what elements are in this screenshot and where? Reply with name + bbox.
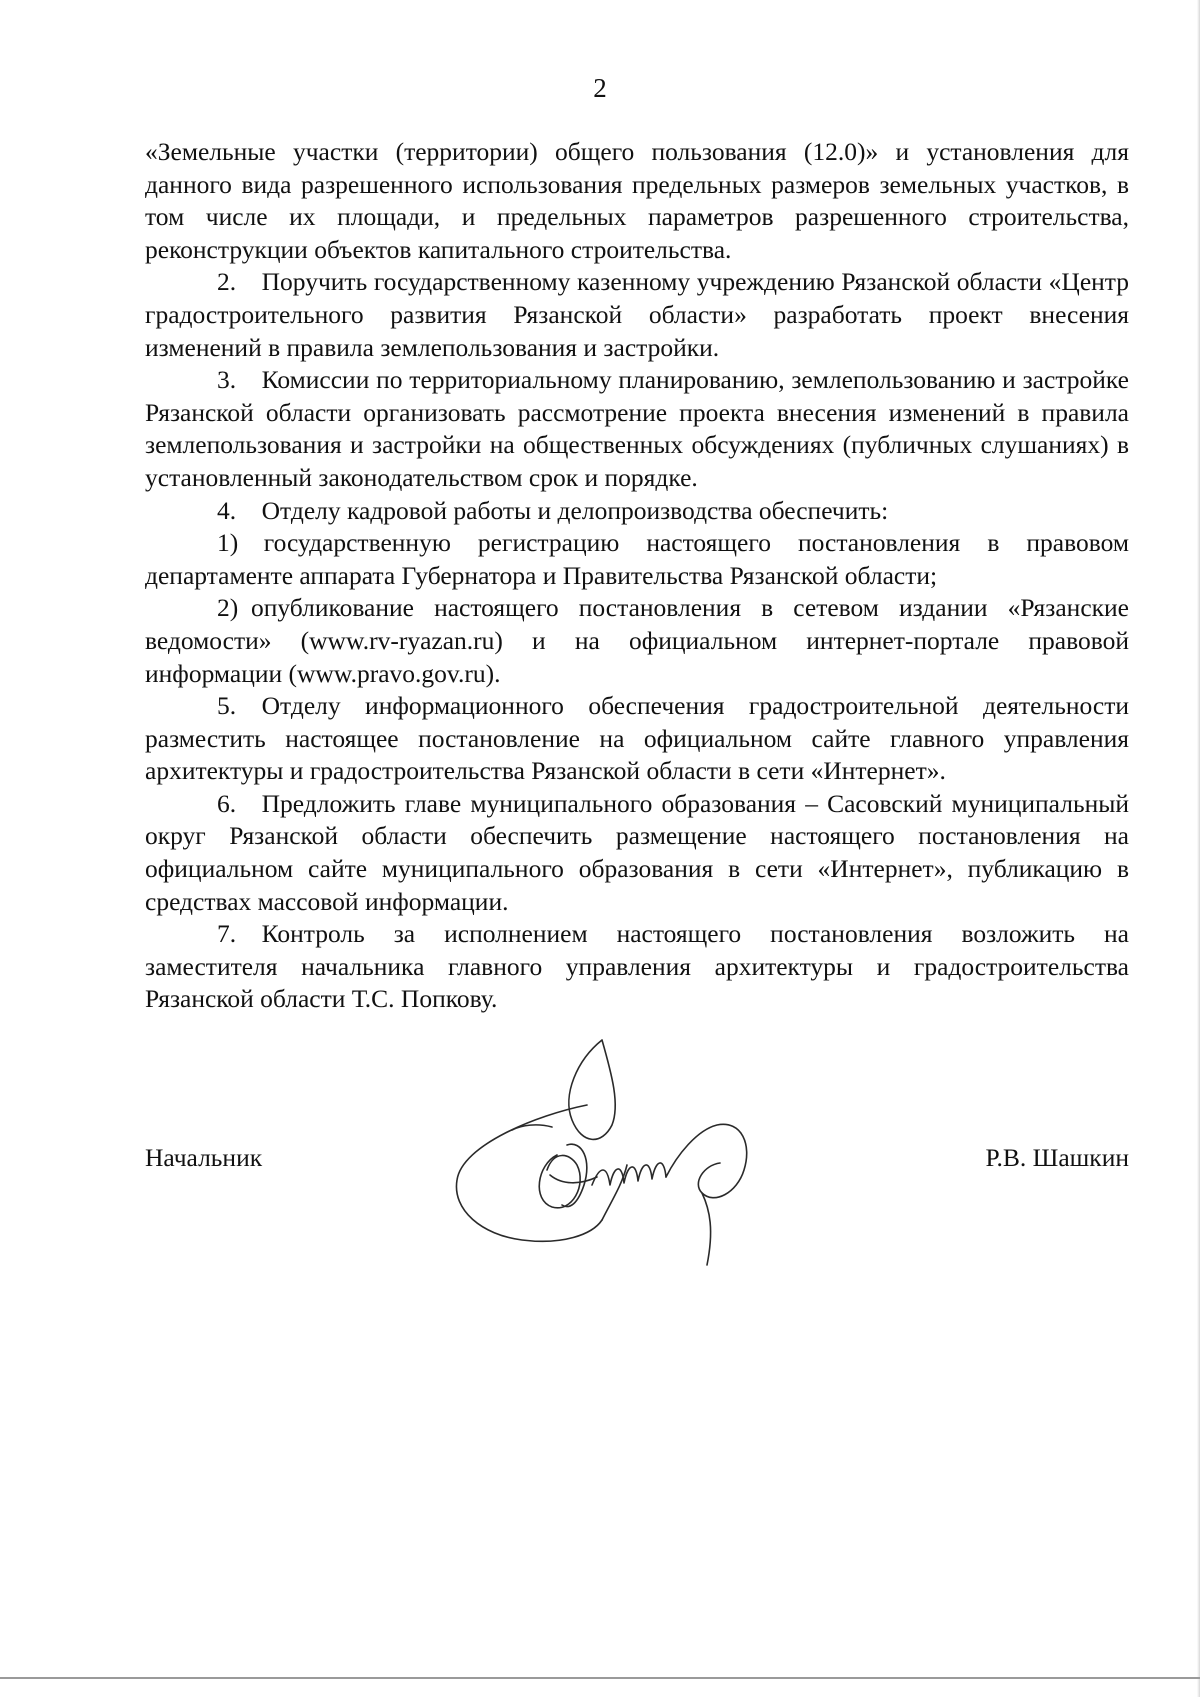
- signatory-position: Начальник: [145, 1143, 263, 1172]
- paragraph-continuation: «Земельные участки (территории) общего пользования (12.0)» и установления для данного вида разрешенного использования предельных размеров земельных участков, в том числе их площади, и предельных параметров разрешенного строительства, реконструкции объектов капитального строительства.: [145, 137, 1129, 264]
- paragraph-item-4: 4. Отделу кадровой работы и делопроизводства обеспечить:: [217, 495, 889, 525]
- paragraph-item-6: 6. Предложить главе муниципального образования – Сасовский муниципальный округ Рязанской области обеспечить размещение настоящего постановления на официальном сайте муниципального образования в сети «Интернет», публикацию в средствах массовой информации.: [145, 788, 1129, 916]
- signature-block: [145, 1142, 1129, 1182]
- paragraph-item-7: 7. Контроль за исполнением настоящего постановления возложить на заместителя начальника главного управления архитектуры и градостроительства Рязанской области Т.С. Попкову.: [145, 919, 1129, 1014]
- page-number: 2: [593, 73, 607, 103]
- scan-edge-bottom: [0, 1677, 1200, 1679]
- signatory-name: Р.В. Шашкин: [985, 1143, 1129, 1172]
- paragraph-item-3: 3. Комиссии по территориальному планированию, землепользованию и застройке Рязанской области организовать рассмотрение проекта внесения изменений в правила землепользования и застройки на общественных обсуждениях (публичных слушаниях) в установленный законодательством срок и порядке.: [145, 365, 1129, 492]
- document-body: [145, 136, 1129, 1016]
- paragraph-item-2: 2. Поручить государственному казенному учреждению Рязанской области «Центр градостроительного развития Рязанской области» разработать проект внесения изменений в правила землепользования и застройки.: [145, 267, 1129, 362]
- paragraph-subitem-1: 1) государственную регистрацию настоящего постановления в правовом департаменте аппарата Губернатора и Правительства Рязанской области;: [145, 528, 1129, 590]
- paragraph-item-5: 5. Отделу информационного обеспечения градостроительной деятельности разместить настоящее постановление на официальном сайте главного управления архитектуры и градостроительства Рязанской области в сети «Интернет».: [145, 691, 1129, 786]
- paragraph-subitem-2: 2) опубликование настоящего постановления в сетевом издании «Рязанские ведомости» (www.rv-ryazan.ru) и на официальном интернет-портале правовой информации (www.pravo.gov.ru).: [145, 593, 1129, 688]
